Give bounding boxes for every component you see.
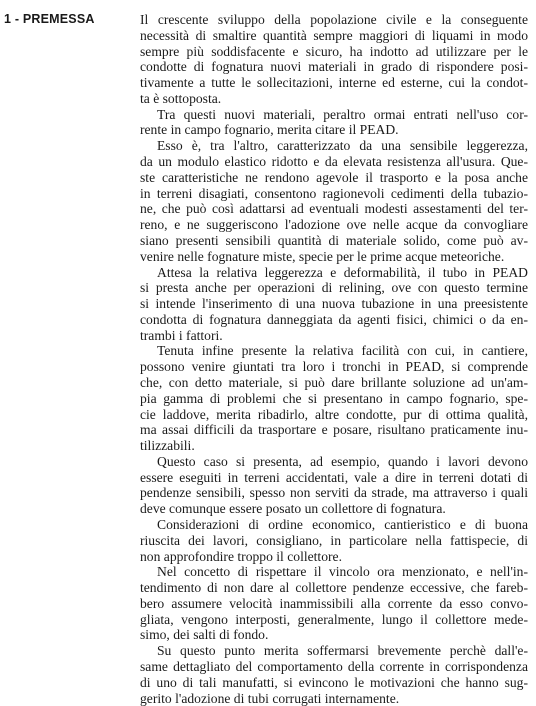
text-line: essere eseguiti in terreni accidentati, vale a dire in terreni dotati di (140, 469, 528, 485)
text-line: Questo caso si presenta, ad esempio, quando i lavori devono (157, 453, 528, 469)
text-line: ma assai difficili da trasportare e posare, risultano praticamente inu- (140, 422, 528, 438)
text-line: non approfondire troppo il collettore. (140, 548, 342, 564)
text-line: deve comunque essere posato un collettore di fognatura. (140, 501, 446, 517)
paragraph (140, 343, 528, 453)
text-line: da un modulo elastico ridotto e da elevata resistenza all'usura. Que- (140, 154, 528, 170)
text-line: tivamente a tutte le sollecitazioni, interne ed esterne, cui la condot- (140, 75, 528, 91)
section-body (140, 12, 528, 706)
text-line: pendenze sensibili, spesso non serviti da strade, ma attraverso i quali (140, 485, 528, 501)
text-line: cie laddove, merita ribadirlo, altre condotte, pur di ottima qualità, (140, 406, 528, 422)
text-line: venire nelle fognature miste, specie per le prime acque meteoriche. (140, 248, 505, 264)
text-line: siano presenti sensibili quantità di materiale solido, come può av- (140, 232, 528, 248)
paragraph (140, 265, 528, 344)
text-line: sempre più soddisfacente e sicuro, ha indotto ad utilizzare per le (140, 43, 528, 59)
text-line: tendimento di non dare al collettore pendenze eccessive, che fareb- (140, 580, 528, 596)
text-line: ste caratteristiche ne rendono agevole il trasporto e la posa anche (140, 169, 528, 185)
text-line: si intende l'inserimento di una nuova tubazione in una preesistente (140, 296, 528, 312)
text-line: Tenuta infine presente la relativa facilità con cui, in cantiere, (157, 343, 528, 359)
text-line: gliata, vengono interposti, generalmente, lungo il collettore mede- (140, 611, 528, 627)
text-line: Tra questi nuovi materiali, peraltro ormai entrati nell'uso cor- (157, 106, 528, 122)
text-line: ta è sottoposta. (140, 90, 222, 106)
text-line: tilizzabili. (140, 438, 195, 454)
text-line: in terreni disagiati, consentono ragionevoli cedimenti della tubazio- (140, 185, 528, 201)
text-line: Il crescente sviluppo della popolazione civile e la conseguente (140, 12, 528, 27)
text-line: si presta anche per operazioni di relining, ove con questo termine (140, 280, 528, 296)
paragraph (140, 454, 528, 517)
paragraph (140, 517, 528, 564)
text-line: condotte di fognatura nuovi materiali in grado di rispondere posi- (140, 59, 528, 75)
text-line: Esso è, tra l'altro, caratterizzato da una sensibile leggerezza, (157, 138, 528, 154)
text-line: Considerazioni di ordine economico, cantieristico e di buona (157, 517, 528, 532)
paragraph (140, 643, 528, 706)
text-line: condotta di fognatura danneggiata da agenti fisici, chimici o da en- (140, 311, 528, 327)
text-line: same dettagliato del comportamento della corrente in corrispondenza (140, 659, 528, 675)
text-line: Nel concetto di rispettare il vincolo ora menzionato, e nell'in- (157, 564, 528, 580)
text-line: necessità di smaltire quantità sempre maggiori di liquami in modo (140, 27, 528, 43)
paragraph (140, 107, 528, 139)
text-line: bero assumere velocità inammissibili alla corrente da esso convo- (140, 595, 528, 611)
text-line: gerito l'adozione di tubi corrugati internamente. (140, 690, 400, 706)
text-line: reno, e ne suggeriscono l'adozione ove nelle acque da convogliare (140, 217, 528, 233)
text-line: Attesa la relativa leggerezza e deformabilità, il tubo in PEAD (157, 264, 528, 280)
text-line: rente in campo fognario, merita citare il PEAD. (140, 122, 399, 138)
text-line: di uno di tali manufatti, si evincono le motivazioni che hanno sug- (140, 674, 528, 690)
paragraph (140, 12, 528, 107)
text-line: che, con detto materiale, si può dare brillante soluzione ad un'am- (140, 374, 528, 390)
text-line: ne, che può così adattarsi ad eventuali modesti assestamenti del ter- (140, 201, 528, 217)
section-heading: 1 - PREMESSA (4, 12, 95, 26)
text-line: Su questo punto merita soffermarsi brevemente perchè dall'e- (157, 643, 528, 659)
text-line: possono venire giuntati tra loro i tronchi in PEAD, si comprende (140, 359, 528, 375)
text-line: simo, dei salti di fondo. (140, 627, 269, 643)
paragraph (140, 564, 528, 643)
text-line: pia gamma di problemi che si presentano in campo fognario, spe- (140, 390, 528, 406)
text-line: trambi i fattori. (140, 327, 223, 343)
text-line: riuscita dei lavori, consigliano, in particolare nella fattispecie, di (140, 532, 528, 548)
paragraph (140, 138, 528, 264)
